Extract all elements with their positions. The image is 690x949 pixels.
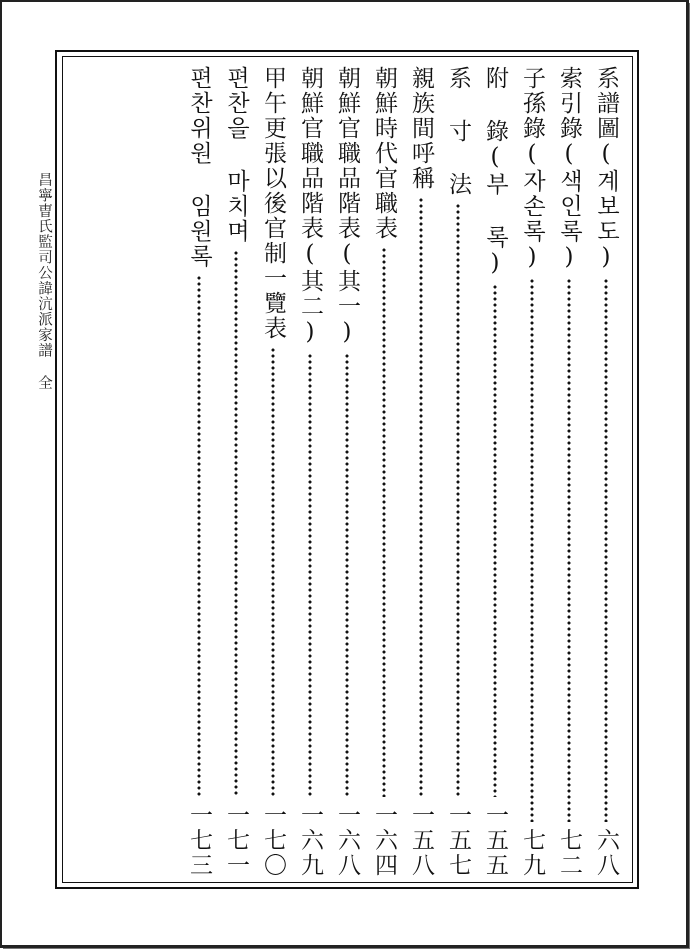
toc-entry bbox=[185, 66, 213, 878]
dot-leader bbox=[604, 278, 608, 822]
toc-entry-page: 六八 bbox=[593, 828, 619, 878]
toc-entry-title: 朝鮮時代官職表 bbox=[371, 66, 397, 241]
dot-leader bbox=[308, 353, 312, 797]
toc-entry-page: 一五七 bbox=[445, 803, 471, 878]
toc-entry-title: 朝鮮官職品階表(其一) bbox=[334, 66, 360, 347]
toc-entry-page: 七九 bbox=[519, 828, 545, 878]
toc-entry-page: 一七〇 bbox=[260, 803, 286, 878]
toc-entry bbox=[370, 66, 398, 878]
toc-entry-title: 索引錄(색인록) bbox=[556, 66, 582, 272]
dot-leader bbox=[197, 275, 201, 797]
dot-leader bbox=[419, 197, 423, 797]
toc-entry-title: 系 寸 法 bbox=[445, 66, 471, 197]
dot-leader bbox=[493, 284, 497, 797]
toc-entry bbox=[592, 66, 620, 878]
toc-entry bbox=[518, 66, 546, 878]
dot-leader bbox=[271, 347, 275, 797]
toc-entry-page: 一五八 bbox=[408, 803, 434, 878]
toc-entry-page: 一七三 bbox=[186, 803, 212, 878]
toc-entry bbox=[444, 66, 472, 878]
toc-entry-page: 七二 bbox=[556, 828, 582, 878]
toc-entry-title: 편찬위원 임원록 bbox=[186, 66, 212, 269]
toc-entry-title: 子孫錄(자손록) bbox=[519, 66, 545, 272]
toc-entry-title: 甲午更張以後官制一覽表 bbox=[260, 66, 286, 341]
toc-entry bbox=[259, 66, 287, 878]
toc-entry-title: 親族間呼稱 bbox=[408, 66, 434, 191]
dot-leader bbox=[234, 250, 238, 797]
toc-entry-page: 一七一 bbox=[223, 803, 249, 878]
toc-entry-page: 一六四 bbox=[371, 803, 397, 878]
dot-leader bbox=[382, 247, 386, 797]
toc-entry-page: 一六八 bbox=[334, 803, 360, 878]
toc-entry-title: 系譜圖(계보도) bbox=[593, 66, 619, 272]
toc-entry-page: 一六九 bbox=[297, 803, 323, 878]
dot-leader bbox=[530, 278, 534, 822]
dot-leader bbox=[456, 203, 460, 797]
toc-entry bbox=[222, 66, 250, 878]
toc-entry bbox=[555, 66, 583, 878]
toc-entry bbox=[481, 66, 509, 878]
book-title: 昌寧曺氏監司公諱沆派家譜 全 bbox=[36, 172, 52, 391]
toc-entry-title: 朝鮮官職品階表(其二) bbox=[297, 66, 323, 347]
toc-entry bbox=[407, 66, 435, 878]
dot-leader bbox=[345, 353, 349, 797]
toc-entry-title: 편찬을 마치며 bbox=[223, 66, 249, 244]
toc-entry bbox=[333, 66, 361, 878]
toc-entry-page: 一五五 bbox=[482, 803, 508, 878]
dot-leader bbox=[567, 278, 571, 822]
toc-entry-title: 附 錄(부 록) bbox=[482, 66, 508, 278]
toc-entry bbox=[296, 66, 324, 878]
